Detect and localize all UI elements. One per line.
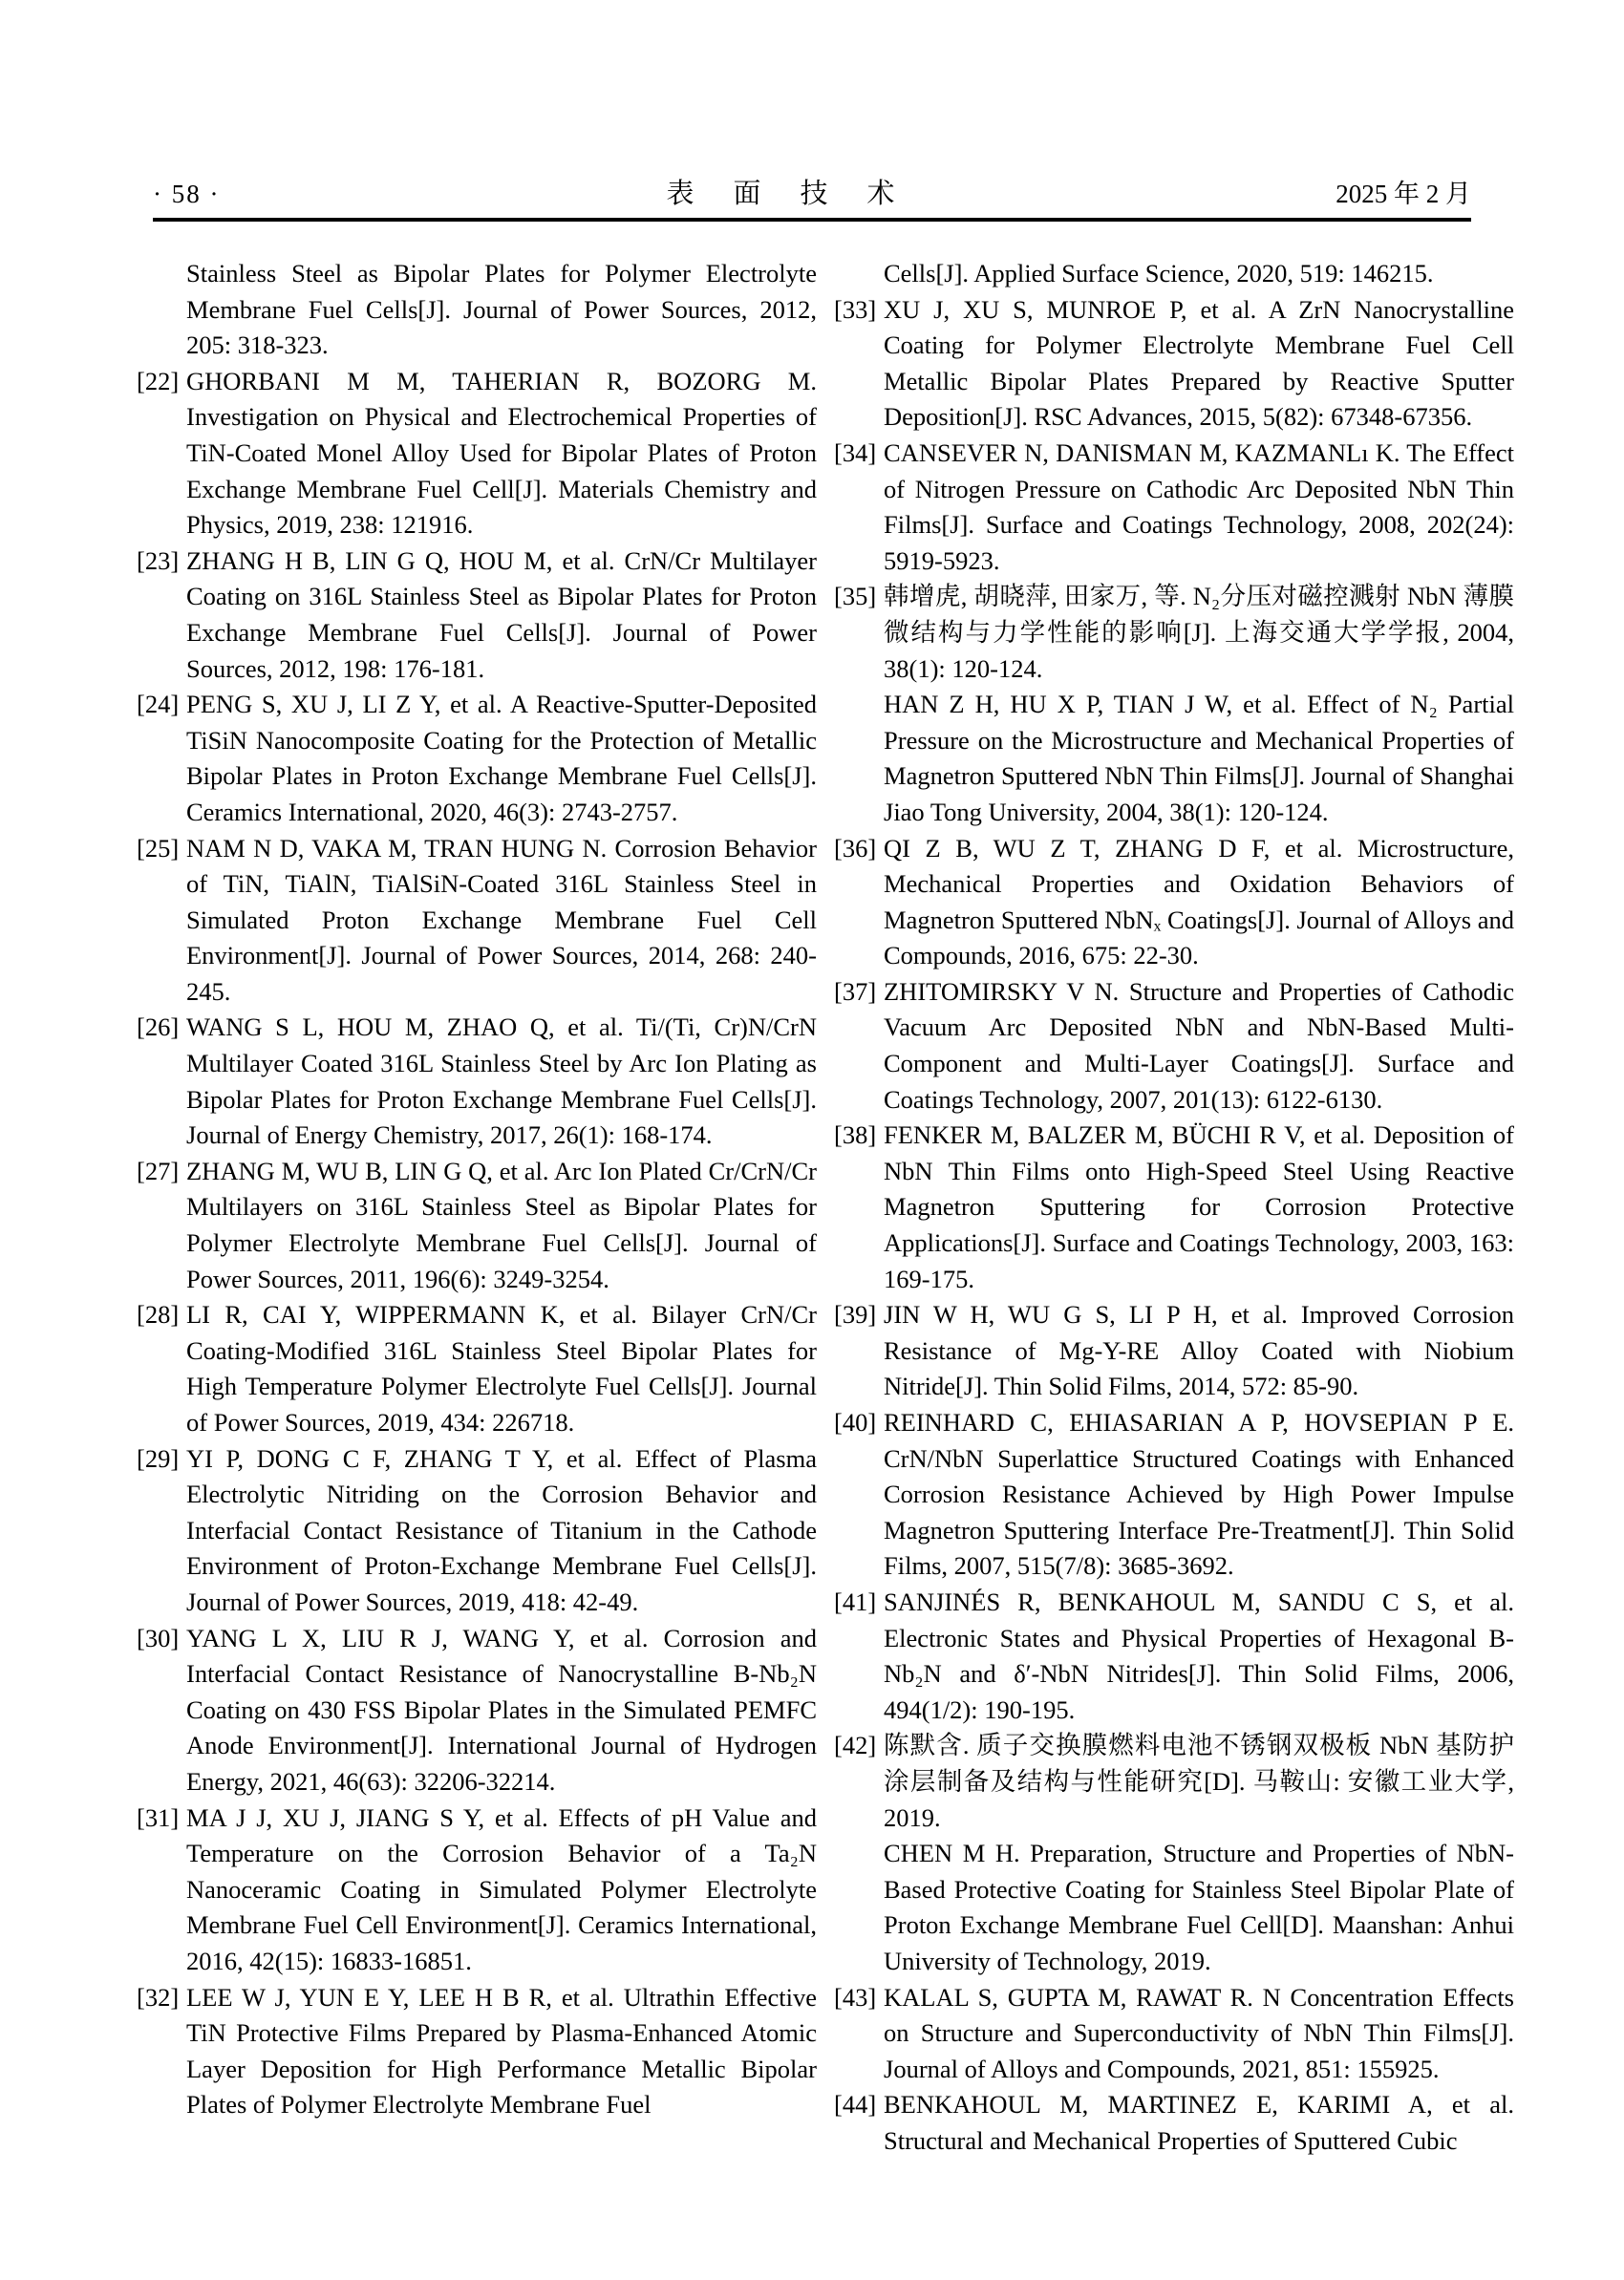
reference-item bbox=[137, 1441, 817, 1621]
reference-text: ZHANG H B, LIN G Q, HOU M, et al. CrN/Cr Multilayer Coating on 316L Stainless Steel as Bipolar Plates for Proton Exchange Membrane Fuel Cells[J]. Journal of Power Sources, 2012, 198: 176-181. bbox=[186, 545, 817, 683]
reference-text: ZHANG M, WU B, LIN G Q, et al. Arc Ion Plated Cr/CrN/Cr Multilayers on 316L Stainless Steel as Bipolar Plates for Polymer Electrolyte Membrane Fuel Cells[J]. Journal of Power Sources, 2011, 196(6): 3249-3254. bbox=[186, 1156, 817, 1293]
reference-item bbox=[137, 1980, 817, 2123]
reference-number: [38] bbox=[834, 1120, 877, 1150]
reference-number: [39] bbox=[834, 1300, 877, 1330]
reference-number: [33] bbox=[834, 294, 877, 324]
reference-number: [25] bbox=[137, 833, 180, 863]
issue-date: 2025 年 2 月 bbox=[1336, 180, 1471, 208]
reference-item bbox=[137, 1621, 817, 1801]
reference-number: [40] bbox=[834, 1408, 877, 1437]
reference-text: XU J, XU S, MUNROE P, et al. A ZrN Nanocrystalline Coating for Polymer Electrolyte Membrane Fuel Cell Metallic Bipolar Plates Prepared by Reactive Sputter Deposition[J]. RSC Advances, 2015, 5(82): 67348-67356. bbox=[884, 294, 1514, 432]
reference-text: YANG L X, LIU R J, WANG Y, et al. Corrosion and Interfacial Contact Resistance of Nanocrystalline B-Nb₂N Coating on 430 FSS Bipolar Plates in the Simulated PEMFC Anode Environment[J]. International Journal of Hydrogen Energy, 2021, 46(63): 32206-32214. bbox=[186, 1623, 817, 1796]
journal-title: 表 面 技 术 bbox=[666, 179, 901, 209]
reference-text: Stainless Steel as Bipolar Plates for Polymer Electrolyte Membrane Fuel Cells[J]. Journal of Power Sources, 2012, 205: 318-323. bbox=[186, 259, 817, 360]
reference-item bbox=[834, 1405, 1514, 1585]
header-rule bbox=[153, 218, 1471, 222]
reference-item bbox=[834, 1980, 1514, 2088]
reference-item bbox=[834, 1118, 1514, 1297]
reference-text: HAN Z H, HU X P, TIAN J W, et al. Effect of N₂ Partial Pressure on the Microstructure and Mechanical Properties of Magnetron Sputtered NbN Thin Films[J]. Journal of Shanghai Jiao Tong University, 2004, 38(1): 120-124. bbox=[884, 690, 1514, 826]
reference-item bbox=[834, 1836, 1514, 1979]
reference-item bbox=[834, 579, 1514, 687]
reference-number: [22] bbox=[137, 366, 180, 395]
reference-text: MA J J, XU J, JIANG S Y, et al. Effects of pH Value and Temperature on the Corrosion Behavior of a Ta₂N Nanoceramic Coating in Simulated Polymer Electrolyte Membrane Fuel Cell Environment[J]. Ceramics International, 2016, 42(15): 16833-16851. bbox=[186, 1802, 817, 1975]
reference-item bbox=[137, 1801, 817, 1980]
reference-item bbox=[834, 436, 1514, 579]
reference-number: [29] bbox=[137, 1443, 180, 1473]
reference-number: [28] bbox=[137, 1300, 180, 1330]
reference-item bbox=[834, 256, 1514, 292]
reference-item bbox=[834, 292, 1514, 436]
reference-number: [44] bbox=[834, 2090, 877, 2120]
reference-item bbox=[137, 687, 817, 830]
reference-text: LEE W J, YUN E Y, LEE H B R, et al. Ultrathin Effective TiN Protective Films Prepared by Plasma-Enhanced Atomic Layer Deposition for High Performance Metallic Bipolar Plates of Polymer Electrolyte Membrane Fuel bbox=[186, 1982, 817, 2120]
reference-text: BENKAHOUL M, MARTINEZ E, KARIMI A, et al. Structural and Mechanical Properties of Sputtered Cubic bbox=[884, 2090, 1514, 2155]
reference-number: [42] bbox=[834, 1731, 877, 1760]
reference-text: 陈默含. 质子交换膜燃料电池不锈钢双极板 NbN 基防护涂层制备及结构与性能研究[D]. 马鞍山: 安徽工业大学, 2019. bbox=[884, 1731, 1514, 1832]
reference-text: JIN W H, WU G S, LI P H, et al. Improved Corrosion Resistance of Mg-Y-RE Alloy Coated with Niobium Nitride[J]. Thin Solid Films, 2014, 572: 85-90. bbox=[884, 1300, 1514, 1401]
reference-item bbox=[137, 1297, 817, 1440]
reference-item bbox=[137, 831, 817, 1011]
reference-text: QI Z B, WU Z T, ZHANG D F, et al. Microstructure, Mechanical Properties and Oxidation Behaviors of Magnetron Sputtered NbNₓ Coatings[J]. Journal of Alloys and Compounds, 2016, 675: 22-30. bbox=[884, 833, 1514, 970]
reference-text: NAM N D, VAKA M, TRAN HUNG N. Corrosion Behavior of TiN, TiAlN, TiAlSiN-Coated 316L Stainless Steel in Simulated Proton Exchange Membrane Fuel Cell Environment[J]. Journal of Power Sources, 2014, 268: 240-245. bbox=[186, 833, 817, 1006]
reference-number: [37] bbox=[834, 976, 877, 1006]
page-header bbox=[153, 172, 1471, 211]
reference-text: PENG S, XU J, LI Z Y, et al. A Reactive-Sputter-Deposited TiSiN Nanocomposite Coating for the Protection of Metallic Bipolar Plates in Proton Exchange Membrane Fuel Cells[J]. Ceramics International, 2020, 46(3): 2743-2757. bbox=[186, 690, 817, 826]
reference-number: [24] bbox=[137, 690, 180, 719]
reference-number: [34] bbox=[834, 437, 877, 467]
reference-text: GHORBANI M M, TAHERIAN R, BOZORG M. Investigation on Physical and Electrochemical Properties of TiN-Coated Monel Alloy Used for Bipolar Plates of Proton Exchange Membrane Fuel Cell[J]. Materials Chemistry and Physics, 2019, 238: 121916. bbox=[186, 366, 817, 540]
reference-text: Cells[J]. Applied Surface Science, 2020, 519: 146215. bbox=[884, 259, 1434, 288]
reference-item bbox=[834, 831, 1514, 974]
references-left-column bbox=[137, 256, 817, 2123]
reference-item bbox=[137, 364, 817, 543]
reference-text: SANJINÉS R, BENKAHOUL M, SANDU C S, et al. Electronic States and Physical Properties of Hexagonal B-Nb₂N and δ′-NbN Nitrides[J]. Thin Solid Films, 2006, 494(1/2): 190-195. bbox=[884, 1587, 1514, 1724]
reference-number: [26] bbox=[137, 1012, 180, 1042]
reference-text: YI P, DONG C F, ZHANG T Y, et al. Effect of Plasma Electrolytic Nitriding on the Corrosion Behavior and Interfacial Contact Resistance of Titanium in the Cathode Environment of Proton-Exchange Membrane Fuel Cells[J]. Journal of Power Sources, 2019, 418: 42-49. bbox=[186, 1443, 817, 1616]
reference-text: REINHARD C, EHIASARIAN A P, HOVSEPIAN P E. CrN/NbN Superlattice Structured Coatings with Enhanced Corrosion Resistance Achieved by High Power Impulse Magnetron Sputtering Interface Pre-Treatment[J]. Thin Solid Films, 2007, 515(7/8): 3685-3692. bbox=[884, 1408, 1514, 1581]
reference-item bbox=[834, 2087, 1514, 2159]
reference-item bbox=[834, 687, 1514, 830]
reference-number: [32] bbox=[137, 1982, 180, 2012]
reference-number: [41] bbox=[834, 1587, 877, 1616]
reference-text: KALAL S, GUPTA M, RAWAT R. N Concentration Effects on Structure and Superconductivity of NbN Thin Films[J]. Journal of Alloys and Compounds, 2021, 851: 155925. bbox=[884, 1982, 1514, 2083]
reference-number: [30] bbox=[137, 1623, 180, 1652]
reference-number: [43] bbox=[834, 1982, 877, 2012]
reference-number: [31] bbox=[137, 1802, 180, 1832]
references-right-column bbox=[834, 256, 1514, 2159]
reference-item bbox=[137, 256, 817, 364]
reference-text: FENKER M, BALZER M, BÜCHI R V, et al. Deposition of NbN Thin Films onto High-Speed Steel Using Reactive Magnetron Sputtering for Corrosion Protective Applications[J]. Surface and Coatings Technology, 2003, 163: 169-175. bbox=[884, 1120, 1514, 1293]
reference-number: [36] bbox=[834, 833, 877, 863]
reference-number: [23] bbox=[137, 545, 180, 575]
reference-item bbox=[834, 974, 1514, 1118]
reference-text: CANSEVER N, DANISMAN M, KAZMANLı K. The Effect of Nitrogen Pressure on Cathodic Arc Deposited NbN Thin Films[J]. Surface and Coatings Technology, 2008, 202(24): 5919-5923. bbox=[884, 437, 1514, 575]
reference-item bbox=[834, 1585, 1514, 1728]
reference-number: [35] bbox=[834, 582, 877, 611]
reference-text: ZHITOMIRSKY V N. Structure and Properties of Cathodic Vacuum Arc Deposited NbN and NbN-Based Multi-Component and Multi-Layer Coatings[J]. Surface and Coatings Technology, 2007, 201(13): 6122-6130. bbox=[884, 976, 1514, 1114]
reference-number: [27] bbox=[137, 1156, 180, 1185]
reference-item bbox=[137, 1154, 817, 1297]
page-number: · 58 · bbox=[153, 180, 221, 208]
reference-item bbox=[834, 1728, 1514, 1836]
reference-item bbox=[137, 1010, 817, 1153]
reference-text: 韩增虎, 胡晓萍, 田家万, 等. N₂分压对磁控溅射 NbN 薄膜微结构与力学性能的影响[J]. 上海交通大学学报, 2004, 38(1): 120-124. bbox=[884, 582, 1514, 683]
reference-item bbox=[137, 543, 817, 687]
reference-text: WANG S L, HOU M, ZHAO Q, et al. Ti/(Ti, Cr)N/CrN Multilayer Coated 316L Stainless Steel by Arc Ion Plating as Bipolar Plates for Proton Exchange Membrane Fuel Cells[J]. Journal of Energy Chemistry, 2017, 26(1): 168-174. bbox=[186, 1012, 817, 1150]
reference-text: LI R, CAI Y, WIPPERMANN K, et al. Bilayer CrN/Cr Coating-Modified 316L Stainless Steel Bipolar Plates for High Temperature Polymer Electrolyte Fuel Cells[J]. Journal of Power Sources, 2019, 434: 226718. bbox=[186, 1300, 817, 1437]
reference-item bbox=[834, 1297, 1514, 1405]
reference-text: CHEN M H. Preparation, Structure and Properties of NbN-Based Protective Coating for Stainless Steel Bipolar Plate of Proton Exchange Membrane Fuel Cell[D]. Maanshan: Anhui University of Technology, 2019. bbox=[884, 1839, 1514, 1975]
